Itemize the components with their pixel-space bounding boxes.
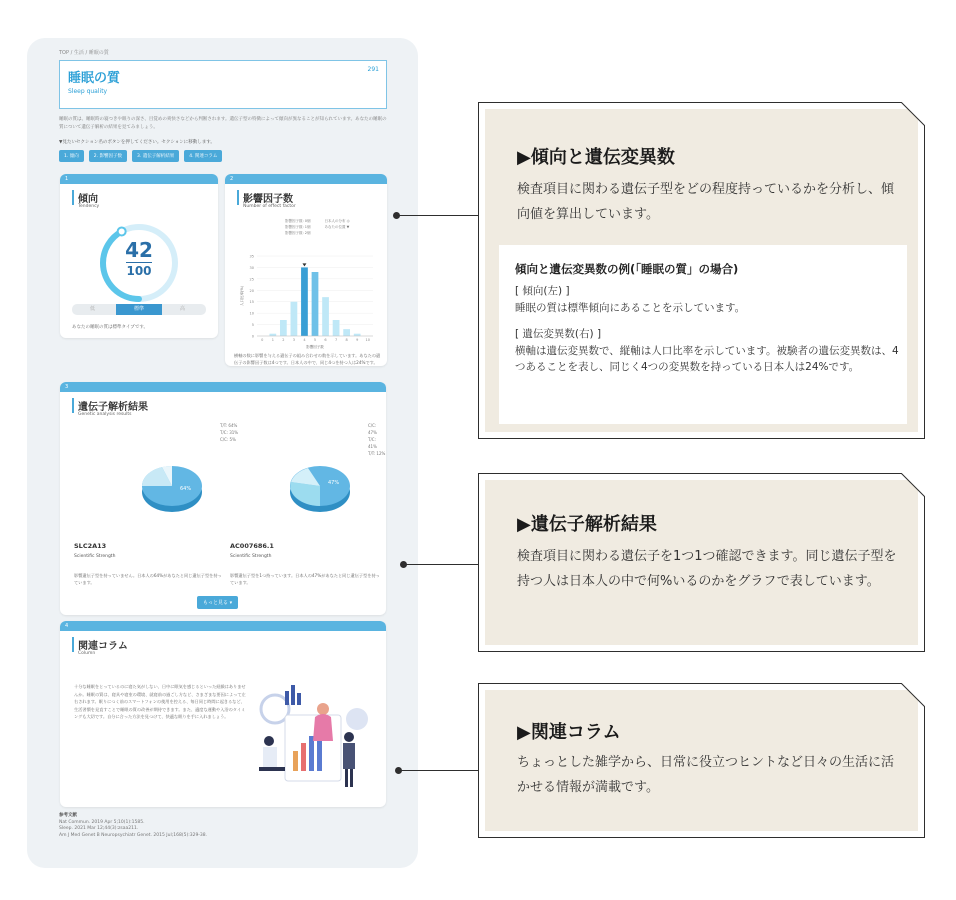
column-subtitle: Column — [78, 651, 96, 656]
tendency-scale — [72, 304, 206, 315]
scale-high: 高 — [180, 306, 186, 312]
callout-column — [478, 683, 925, 838]
callout-title: ▶傾向と遺伝変異数 — [517, 147, 675, 168]
page-title: 睡眠の質 — [68, 71, 121, 86]
factor-card — [225, 174, 387, 366]
column-text: 十分な睡眠をとっているのに寝た気がしない、日中に眠気を感じるといった経験はありませんか。睡眠の質は、寝具や寝室の環境、就寝前の過ごし方など、さまざまな要因によって左右されます。眠りにつく前のスマートフォンの使用を控える、毎日同じ時間に起きるなど、生活習慣を見直すことで睡眠の質の改善が期待できます。また、適度な運動や入浴のタイミングも大切です。自分に合った方法を見つけて、快適な眠りを手に入れましょう。 — [74, 684, 246, 720]
bar — [333, 320, 340, 336]
gene1-name: SLC2A13 — [74, 542, 107, 550]
x-tick-label: 4 — [303, 338, 306, 342]
person-head — [317, 703, 329, 715]
nav-button-factor[interactable]: 2. 影響因子数 — [89, 150, 127, 162]
page-title-box — [59, 60, 387, 109]
reference-item: Nat Commun. 2019 Apr 5;10(1):1585. — [59, 819, 145, 825]
y-tick-label: 10 — [249, 311, 254, 316]
column-card — [60, 621, 386, 807]
reference-item: Am J Med Genet B Neuropsychiatr Genet. 2015 Jul;168(5):329-38. — [59, 832, 208, 838]
leader-line — [400, 770, 478, 771]
callout-genetic — [478, 473, 925, 652]
bar — [269, 334, 276, 336]
desk — [259, 767, 285, 771]
factor-bar-chart — [239, 250, 379, 350]
references — [59, 813, 207, 839]
callout-body: 検査項目に関わる遺伝子型をどの程度持っているかを分析し、傾向値を算出しています。 — [517, 182, 895, 222]
x-tick-label: 1 — [271, 338, 274, 342]
bar — [291, 302, 298, 336]
tendency-gauge — [96, 220, 182, 306]
gene1-pie — [140, 458, 204, 514]
section-number: 3 — [60, 382, 386, 392]
section-number: 4 — [60, 621, 386, 631]
gene2-name: AC007686.1 — [230, 542, 274, 550]
section-number: 2 — [225, 174, 387, 184]
x-tick-label: 6 — [324, 338, 327, 342]
person-body — [313, 714, 333, 741]
legend-item: T/C: 31% — [220, 430, 239, 435]
reference-item: Sleep. 2021 Mar 12;44(3):zsaa211. — [59, 826, 139, 831]
factor-note: 横軸の数に影響を与える遺伝子の組み合わせの数を示しています。あなたの遺伝子の影響因子数は4つです。日本人の中で、同じ4つを持つ人は24%です。 — [234, 353, 381, 365]
example-line: 横軸は遺伝変異数で、縦軸は人口比率を示しています。被験者の遺伝変異数は、4つあることを表し、同じく4つの変異数を持っている日本人は24%です。 — [515, 344, 899, 373]
example-line: [ 傾向(左) ] — [515, 285, 570, 297]
x-tick-label: 9 — [356, 338, 359, 342]
x-tick-label: 2 — [282, 338, 285, 342]
leader-line — [398, 215, 478, 216]
nav-button-genetic[interactable]: 3. 遺伝子解析結果 — [132, 150, 179, 162]
bar — [322, 297, 329, 336]
report-screen — [27, 38, 418, 868]
legend-item: C/C: 5% — [220, 437, 236, 442]
x-tick-label: 0 — [261, 338, 264, 342]
y-tick-label: 0 — [251, 334, 254, 339]
nav-button-column[interactable]: 4. 関連コラム — [184, 150, 222, 162]
factor-legend — [285, 218, 350, 236]
tendency-note: あなたの睡眠の質は標準タイプです。 — [72, 325, 149, 330]
genetic-subtitle: Genetic analysis results — [78, 412, 132, 417]
bar — [354, 334, 361, 336]
section-hint: ▼見たいセクション名のボタンを押してください。セクションに移動します。 — [59, 140, 215, 145]
person-head — [264, 736, 274, 746]
mini-bar — [297, 693, 301, 705]
callout-title: ▶関連コラム — [517, 722, 621, 743]
callout-title: ▶遺伝子解析結果 — [517, 514, 657, 535]
legend-item: T/T: 64% — [220, 423, 238, 428]
example-title: 傾向と遺伝変異数の例(「睡眠の質」の場合) — [515, 262, 739, 276]
leader-dot — [395, 767, 402, 774]
factor-title: 影響因子数 — [237, 190, 293, 205]
example-line: 睡眠の質は標準傾向にあることを示しています。 — [515, 301, 746, 314]
bar — [312, 272, 319, 336]
fraction-line — [126, 262, 152, 263]
references-heading: 参考文献 — [59, 813, 77, 818]
genetic-card — [60, 382, 386, 615]
legend-item: 影響因子数: 1個 — [285, 225, 311, 229]
legend-item: C/C: 47% — [368, 423, 377, 435]
example-box — [499, 245, 907, 424]
legend-item: T/C: 41% — [368, 437, 377, 449]
breadcrumb[interactable]: TOP / 生活 / 睡眠の質 — [59, 50, 109, 56]
callout-tendency — [478, 102, 925, 439]
gene2-pie — [288, 458, 352, 514]
corner-fold-icon — [901, 102, 925, 126]
more-button[interactable]: もっと見る ▾ — [197, 596, 238, 609]
callout-body: ちょっとした雑学から、日常に役立つヒントなど日々の生活に活かせる情報が満載です。 — [517, 755, 895, 795]
y-tick-label: 30 — [249, 265, 254, 270]
genetic-title: 遺伝子解析結果 — [72, 398, 148, 413]
mini-bar — [291, 685, 295, 705]
example-line: [ 遺伝変異数(右) ] — [515, 328, 602, 340]
gene2-legend — [368, 422, 386, 457]
person-head — [344, 732, 354, 742]
x-tick-label: 8 — [345, 338, 348, 342]
gene1-strength: Scientific Strength — [74, 554, 116, 559]
tendency-card — [60, 174, 218, 338]
x-tick-label: 5 — [313, 338, 317, 342]
x-axis-label: 影響因子数 — [306, 345, 324, 349]
bar — [301, 267, 308, 336]
tendency-value: 42 — [125, 238, 153, 262]
leader-dot — [393, 212, 400, 219]
x-tick-label: 3 — [292, 338, 296, 342]
section-nav — [59, 150, 222, 162]
pie-label: 64% — [180, 486, 192, 492]
example-body — [515, 283, 899, 376]
scale-low: 低 — [90, 306, 96, 312]
person-body — [263, 747, 277, 767]
legend-item: あなたの位置 ▼ — [324, 225, 350, 229]
y-tick-label: 15 — [249, 300, 254, 305]
y-axis-label: 人口比率(%) — [240, 285, 244, 307]
x-tick-label: 7 — [334, 338, 338, 342]
pie-label: 47% — [328, 480, 340, 486]
person-body — [343, 743, 355, 769]
board-bar — [309, 736, 314, 771]
bar — [280, 320, 287, 336]
x-tick-label: 10 — [365, 338, 370, 342]
legend-item: 影響因子数: 0個 — [285, 219, 311, 223]
factor-subtitle: Number of effect factor — [243, 204, 296, 209]
gene1-desc: 影響遺伝子型を持っていません。日本人の64%があなたと同じ遺伝子型を持っています。 — [74, 573, 222, 585]
y-tick-label: 35 — [249, 254, 254, 259]
your-position-marker — [302, 263, 306, 266]
gene2-strength: Scientific Strength — [230, 554, 272, 559]
circle-decoration — [346, 708, 368, 730]
board-bar — [301, 743, 306, 771]
legend-item: T/T: 12% — [368, 451, 386, 456]
y-tick-label: 20 — [249, 288, 254, 293]
legend-item: 日本人の分布 ◎ — [324, 219, 350, 223]
mini-bar — [285, 691, 289, 705]
board-bar — [293, 751, 298, 771]
tendency-title: 傾向 — [72, 190, 98, 205]
gene2-desc: 影響遺伝子型を1つ持っています。日本人の47%があなたと同じ遺伝子型を持っています。 — [230, 573, 380, 585]
legend-item: 影響因子数: 2個 — [285, 231, 311, 235]
corner-fold-icon — [901, 473, 925, 497]
tendency-max: 100 — [126, 264, 152, 278]
leader-line — [405, 564, 478, 565]
gene1-legend — [220, 422, 238, 443]
nav-button-tendency[interactable]: 1. 傾向 — [59, 150, 84, 162]
page-subtitle: Sleep quality — [68, 88, 108, 95]
gauge-knob — [118, 227, 126, 235]
item-number: 291 — [367, 66, 379, 73]
column-title: 関連コラム — [72, 637, 128, 652]
bar — [343, 329, 350, 336]
y-tick-label: 25 — [249, 277, 254, 282]
scale-standard: 標準 — [116, 304, 162, 315]
column-illustration — [245, 681, 375, 791]
leader-dot — [400, 561, 407, 568]
tendency-subtitle: Tendency — [78, 204, 100, 209]
y-tick-label: 5 — [251, 323, 254, 328]
callout-body: 検査項目に関わる遺伝子を1つ1つ確認できます。同じ遺伝子型を持つ人は日本人の中で何%いるのかをグラフで表しています。 — [517, 549, 897, 589]
section-number: 1 — [60, 174, 218, 184]
intro-text: 睡眠の質は、睡眠時の寝つきや眠りの深さ、目覚めの爽快さなどから判断されます。遺伝子型の特徴によって傾向が異なることが知られています。あなたの睡眠の質について遺伝子解析の結果を見てみましょう。 — [59, 117, 387, 130]
corner-fold-icon — [901, 683, 925, 707]
